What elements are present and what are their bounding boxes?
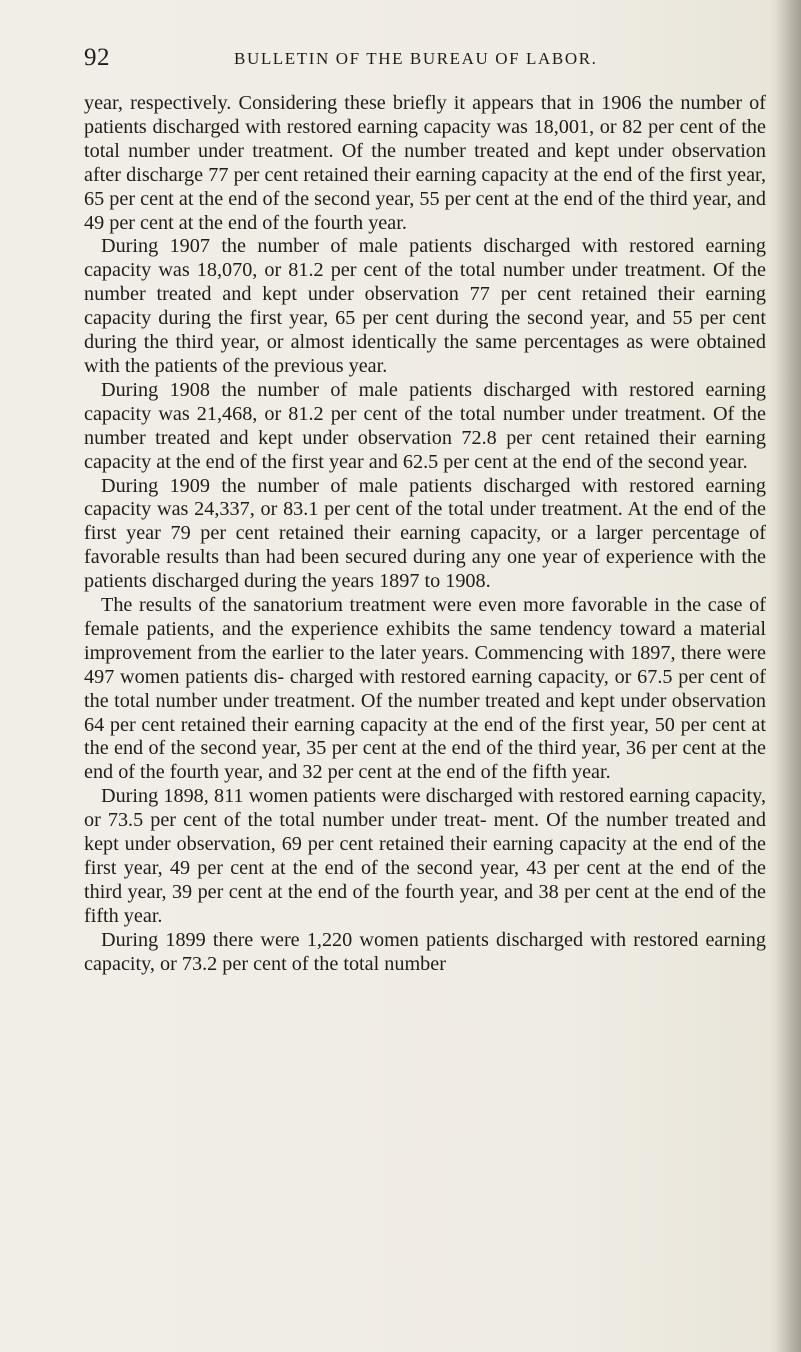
paragraph-continuation: year, respectively. Considering these briefly it appears that in 1906 the number of patients discharged with restored earning capacity was 18,001, or 82 per cent of the total number under treatment. Of the number treated and kept under observation after discharge 77 per cent retained their earning capacity at the end of the first year, 65 per cent at the end of the second year, 55 per cent at the end of the third year, and 49 per cent at the end of the fourth year. [84,92,766,234]
paragraph-1908: During 1908 the number of male patients discharged with restored earning capacity was 21,468, or 81.2 per cent of the total number under treatment. Of the number treated and kept under observation 72.8 per cent retained their earning capacity at the end of the first year and 62.5 per cent at the end of the second year. [84,378,766,473]
body-text [84,92,766,977]
paragraph-1898: During 1898, 811 women patients were discharged with restored earning capacity, or 73.5 per cent of the total number under treat- ment. Of the number treated and kept under observation, 69 per cent retained their earning capacity at the end of the first year, 49 per cent at the end of the second year, 43 per cent at the end of the third year, 39 per cent at the end of the fourth year, and 38 per cent at the end of the fifth year. [84,785,766,927]
page-number: 92 [84,44,110,71]
paragraph-1899: During 1899 there were 1,220 women patients discharged with restored earning capacity, or 73.2 per cent of the total number [84,928,766,975]
paragraph-female-patients: The results of the sanatorium treatment were even more favorable in the case of female patients, and the experience exhibits the same tendency toward a material improvement from the earlier to the later years. Commencing with 1897, there were 497 women patients dis- charged with restored earning capacity, or 67.5 per cent of the total number under treatment. Of the number treated and kept under observation 64 per cent retained their earning capacity at the end of the first year, 50 per cent at the end of the second year, 35 per cent at the end of the third year, 36 per cent at the end of the fourth year, and 32 per cent at the end of the fifth year. [84,594,766,784]
running-head: BULLETIN OF THE BUREAU OF LABOR. [234,49,598,68]
page-header [84,44,714,76]
paragraph-1909: During 1909 the number of male patients discharged with restored earning capacity was 24,337, or 83.1 per cent of the total under treatment. At the end of the first year 79 per cent retained their earning capacity, or a larger percentage of favorable results than had been secured during any one year of experience with the patients discharged during the years 1897 to 1908. [84,474,766,593]
paragraph-1907: During 1907 the number of male patients discharged with restored earning capacity was 18,070, or 81.2 per cent of the total number under treatment. Of the number treated and kept under observation 77 per cent retained their earning capacity during the first year, 65 per cent during the second year, and 55 per cent during the third year, or almost identically the same percentages as were obtained with the patients of the previous year. [84,235,766,377]
page-edge-shadow [775,0,801,1352]
